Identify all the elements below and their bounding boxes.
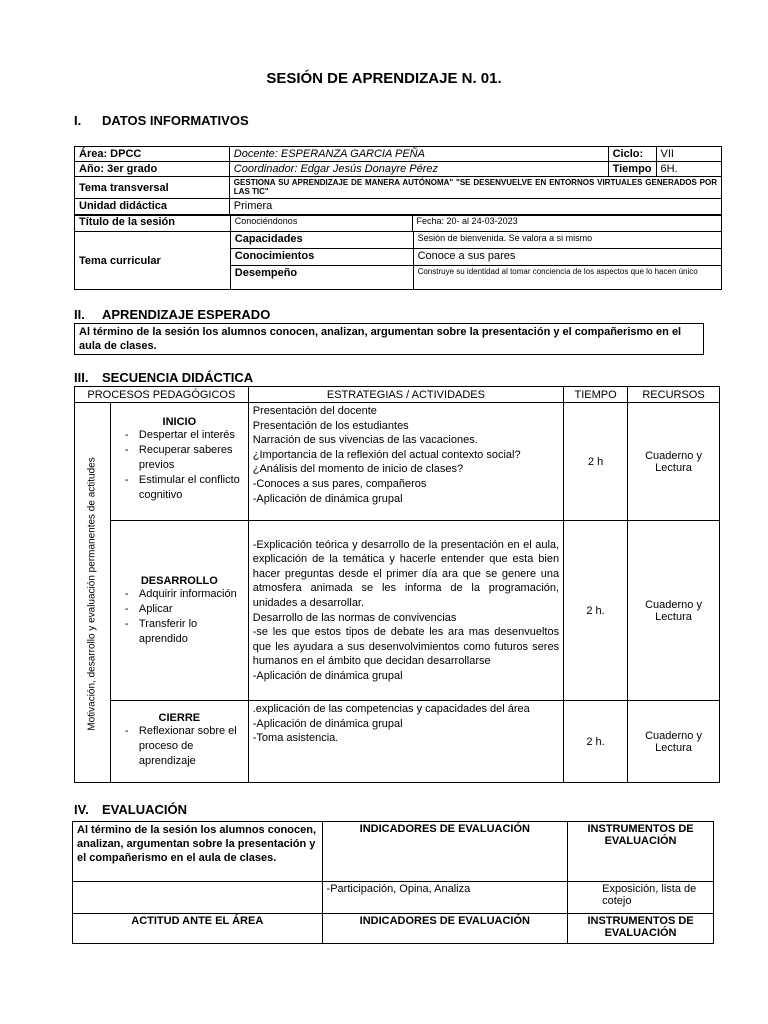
tema-transversal-label: Tema transversal xyxy=(75,177,230,199)
desarrollo-title: DESARROLLO xyxy=(140,574,218,587)
aprendizaje-esperado-text: Al término de la sesión los alumnos conocen, analizan, argumentan sobre la presentación y el compañerismo en el aula de clases. xyxy=(74,323,704,355)
cierre-tiempo: 2 h. xyxy=(564,701,628,783)
section-aprendizaje-heading: II. APRENDIZAJE ESPERADO xyxy=(74,307,271,322)
header-recursos: RECURSOS xyxy=(628,387,720,403)
vertical-motivation-label: Motivación, desarrollo y evaluación permanentes de actitudes xyxy=(86,457,98,731)
tiempo-value: 6H. xyxy=(656,162,721,177)
fecha-cell: Fecha: 20- al 24-03-2023 xyxy=(412,215,721,232)
inicio-recursos: Cuaderno y Lectura xyxy=(628,403,720,521)
capacidades-value: Sesión de bienvenida. Se valora a si mismo xyxy=(413,232,721,249)
inicio-process xyxy=(110,403,248,521)
inicio-item: - Estimular el conflicto cognitivo xyxy=(129,473,244,503)
titulo-value: Conociéndonos xyxy=(230,215,412,232)
docente-cell: Docente: ESPERANZA GARCIA PEÑA xyxy=(229,147,608,162)
header-estrategias: ESTRATEGIAS / ACTIVIDADES xyxy=(248,387,563,403)
inicio-item: - Recuperar saberes previos xyxy=(129,443,244,473)
capacidades-label: Capacidades xyxy=(230,232,413,249)
datos-table xyxy=(74,146,722,216)
eval-instrumento-value: Exposición, lista de cotejo xyxy=(568,882,714,914)
desempeno-value: Construye su identidad al tomar conciencia de los aspectos que lo hacen único xyxy=(413,266,721,290)
desarrollo-process xyxy=(110,521,248,701)
tiempo-label: Tiempo xyxy=(608,162,656,177)
evaluacion-table xyxy=(72,821,714,944)
eval-instrumentos-header-2: INSTRUMENTOS DE EVALUACIÓN xyxy=(568,914,714,944)
conocimientos-value: Conoce a sus pares xyxy=(413,249,721,266)
conocimientos-label: Conocimientos xyxy=(230,249,413,266)
coordinador-cell: Coordinador: Edgar Jesús Donayre Pérez xyxy=(229,162,608,177)
eval-empty-cell xyxy=(73,882,323,914)
eval-indicadores-header-2: INDICADORES DE EVALUACIÓN xyxy=(322,914,568,944)
eval-indicadores-header: INDICADORES DE EVALUACIÓN xyxy=(322,822,568,882)
header-tiempo: TIEMPO xyxy=(564,387,628,403)
desarrollo-item: - Aplicar xyxy=(129,602,244,617)
ciclo-label: Ciclo: xyxy=(608,147,656,162)
desarrollo-item: - Adquirir información xyxy=(129,587,244,602)
secuencia-table xyxy=(74,386,720,783)
cierre-title: CIERRE xyxy=(158,712,201,724)
inicio-tiempo: 2 h xyxy=(564,403,628,521)
titulo-label: Título de la sesión xyxy=(75,215,231,232)
inicio-title: INICIO xyxy=(162,416,197,428)
inicio-activities: Presentación del docente Presentación de los estudiantes Narración de sus vivencias de las vacaciones. ¿Importancia de la reflexión del actual contexto social? ¿Análisis del momento de inicio de clases? -Conoces a sus pares, compañeros -Aplicación de dinámica grupal xyxy=(248,403,563,521)
eval-aprendizaje: Al término de la sesión los alumnos conocen, analizan, argumentan sobre la presentación y el compañerismo en el aula de clases. xyxy=(73,822,323,882)
ciclo-value: VII xyxy=(656,147,721,162)
section-datos-heading: I. DATOS INFORMATIVOS xyxy=(74,113,249,128)
tema-curricular-label: Tema curricular xyxy=(75,232,231,290)
titulo-row xyxy=(74,214,722,232)
cierre-process xyxy=(110,701,248,783)
section-evaluacion-heading: IV. EVALUACIÓN xyxy=(74,802,187,817)
cierre-recursos: Cuaderno y Lectura xyxy=(628,701,720,783)
unidad-value: Primera xyxy=(229,199,721,216)
tema-curricular-table xyxy=(74,231,722,290)
desarrollo-activities: -Explicación teórica y desarrollo de la presentación en el aula, explicación de la temática y hacerle entender que esta bien hacer preguntas desde el primer día ara que se genere una atmosfera animada se les informa de la programación, unidades a desarrollar. Desarrollo de las normas de convivencias -se les que estos tipos de debate les ara mas desenvueltos que les ayudara a sus desenvolvimientos como futuros seres humanos en el ámbito que decidan desarrollarse -Aplicación de dinámica grupal xyxy=(248,521,563,701)
ano-cell: Año: 3er grado xyxy=(75,162,230,177)
eval-indicador-value: -Participación, Opina, Analiza xyxy=(322,882,568,914)
unidad-label: Unidad didáctica xyxy=(75,199,230,216)
desarrollo-tiempo: 2 h. xyxy=(564,521,628,701)
header-procesos: PROCESOS PEDAGÓGICOS xyxy=(75,387,249,403)
desempeno-label: Desempeño xyxy=(230,266,413,290)
page-title: SESIÓN DE APRENDIZAJE N. 01. xyxy=(266,70,502,87)
desarrollo-recursos: Cuaderno y Lectura xyxy=(628,521,720,701)
area-cell: Área: DPCC xyxy=(75,147,230,162)
tema-transversal-value: GESTIONA SU APRENDIZAJE DE MANERA AUTÓNOMA" "SE DESENVUELVE EN ENTORNOS VIRTUALES GENERADOS POR LAS TIC" xyxy=(229,177,721,199)
cierre-activities: .explicación de las competencias y capacidades del área -Aplicación de dinámica grupal -Toma asistencia. xyxy=(248,701,563,783)
eval-instrumentos-header: INSTRUMENTOS DE EVALUACIÓN xyxy=(568,822,714,882)
inicio-item: - Despertar el interés xyxy=(129,428,244,443)
eval-actitud-header: ACTITUD ANTE EL ÁREA xyxy=(73,914,323,944)
cierre-item: - Reflexionar sobre el proceso de aprendizaje xyxy=(129,724,244,769)
desarrollo-item: - Transferir lo aprendido xyxy=(129,617,244,647)
section-secuencia-heading: III. SECUENCIA DIDÁCTICA xyxy=(74,370,254,385)
